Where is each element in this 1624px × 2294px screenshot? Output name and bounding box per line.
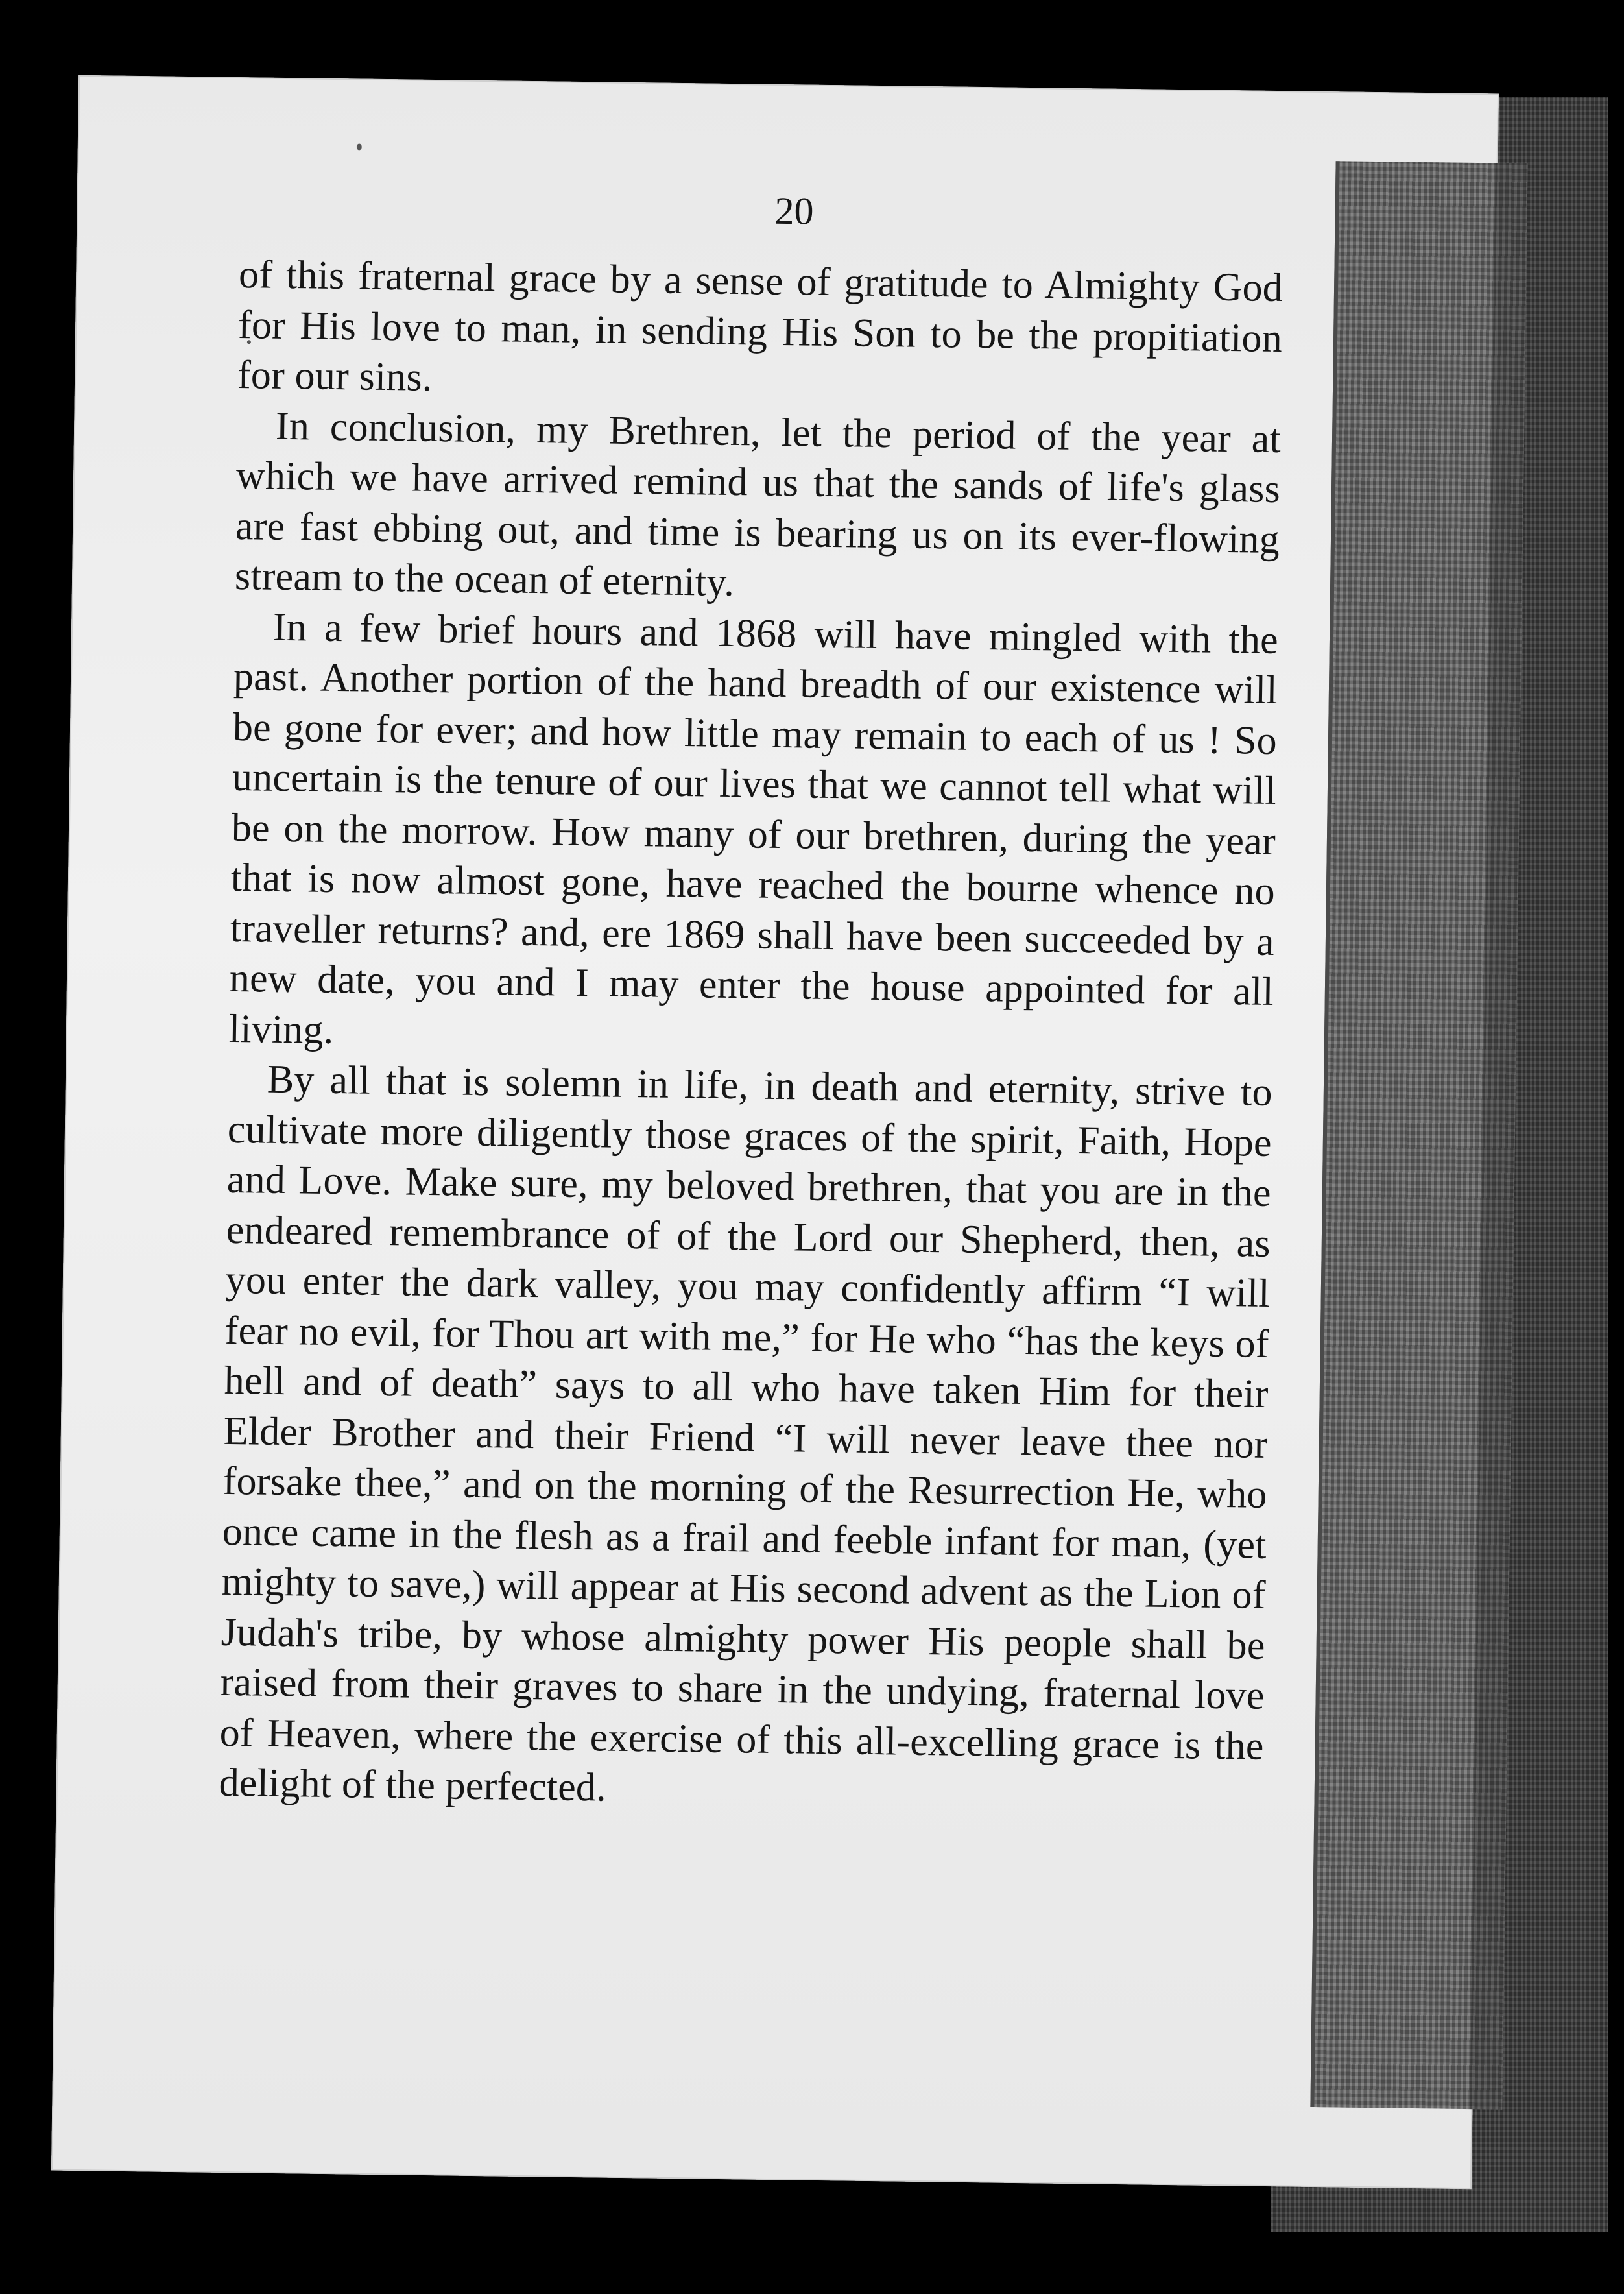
page-text bbox=[219, 182, 1284, 1822]
paragraph-few-brief-hours: In a few brief hours and 1868 will have mingled with the past. Another portion of the hand breadth of our existence will be gone for ever; and how little may remain to each of us ! So uncertain is the tenure of our lives that we cannot tell what will be on the morrow. How many of our brethren, during the year that is now almost gone, have reached the bourne whence no traveller returns? and, ere 1869 shall have been succeeded by a new date, you and I may enter the house appointed for all living. bbox=[228, 605, 1279, 1052]
paper-speck bbox=[357, 143, 362, 150]
paragraph-solemn-exhortation: By all that is solemn in life, in death and eternity, strive to cultivate more diligently those graces of the spirit, Faith, Hope and Love. Make sure, my beloved brethren, that you are in the endeared remembrance of of the Lord our Shepherd, then, as you enter the dark valley, you may confidently affirm “I will fear no evil, for Thou art with me,” for He who “has the keys of hell and of death” says to all who have taken Him for their Elder Brother and their Friend “I will never leave thee nor forsake thee,” and on the morning of the Resurrection He, who once came in the flesh as a frail and feeble infant for man, (yet mighty to save,) will appear at His second advent as the Lion of Judah's tribe, by whose almighty power His people shall be raised from their graves to share in the undying, fraternal love of Heaven, where the exercise of this all-excelling grace is the delight of the perfected. bbox=[219, 1057, 1273, 1810]
paragraph-conclusion: In conclusion, my Brethren, let the period of the year at which we have arrived remind us that the sands of life's glass are fast ebbing out, and time is bearing us on its ever-flowing stream to the ocean of eternity. bbox=[234, 404, 1282, 605]
binding-strip bbox=[1310, 161, 1527, 2110]
paragraph-continuation: of this fraternal grace by a sense of gratitude to Almighty God for His love to man, in sending His Son to be the propitiation for our sins. bbox=[237, 252, 1284, 400]
page-number: 20 bbox=[774, 189, 814, 233]
